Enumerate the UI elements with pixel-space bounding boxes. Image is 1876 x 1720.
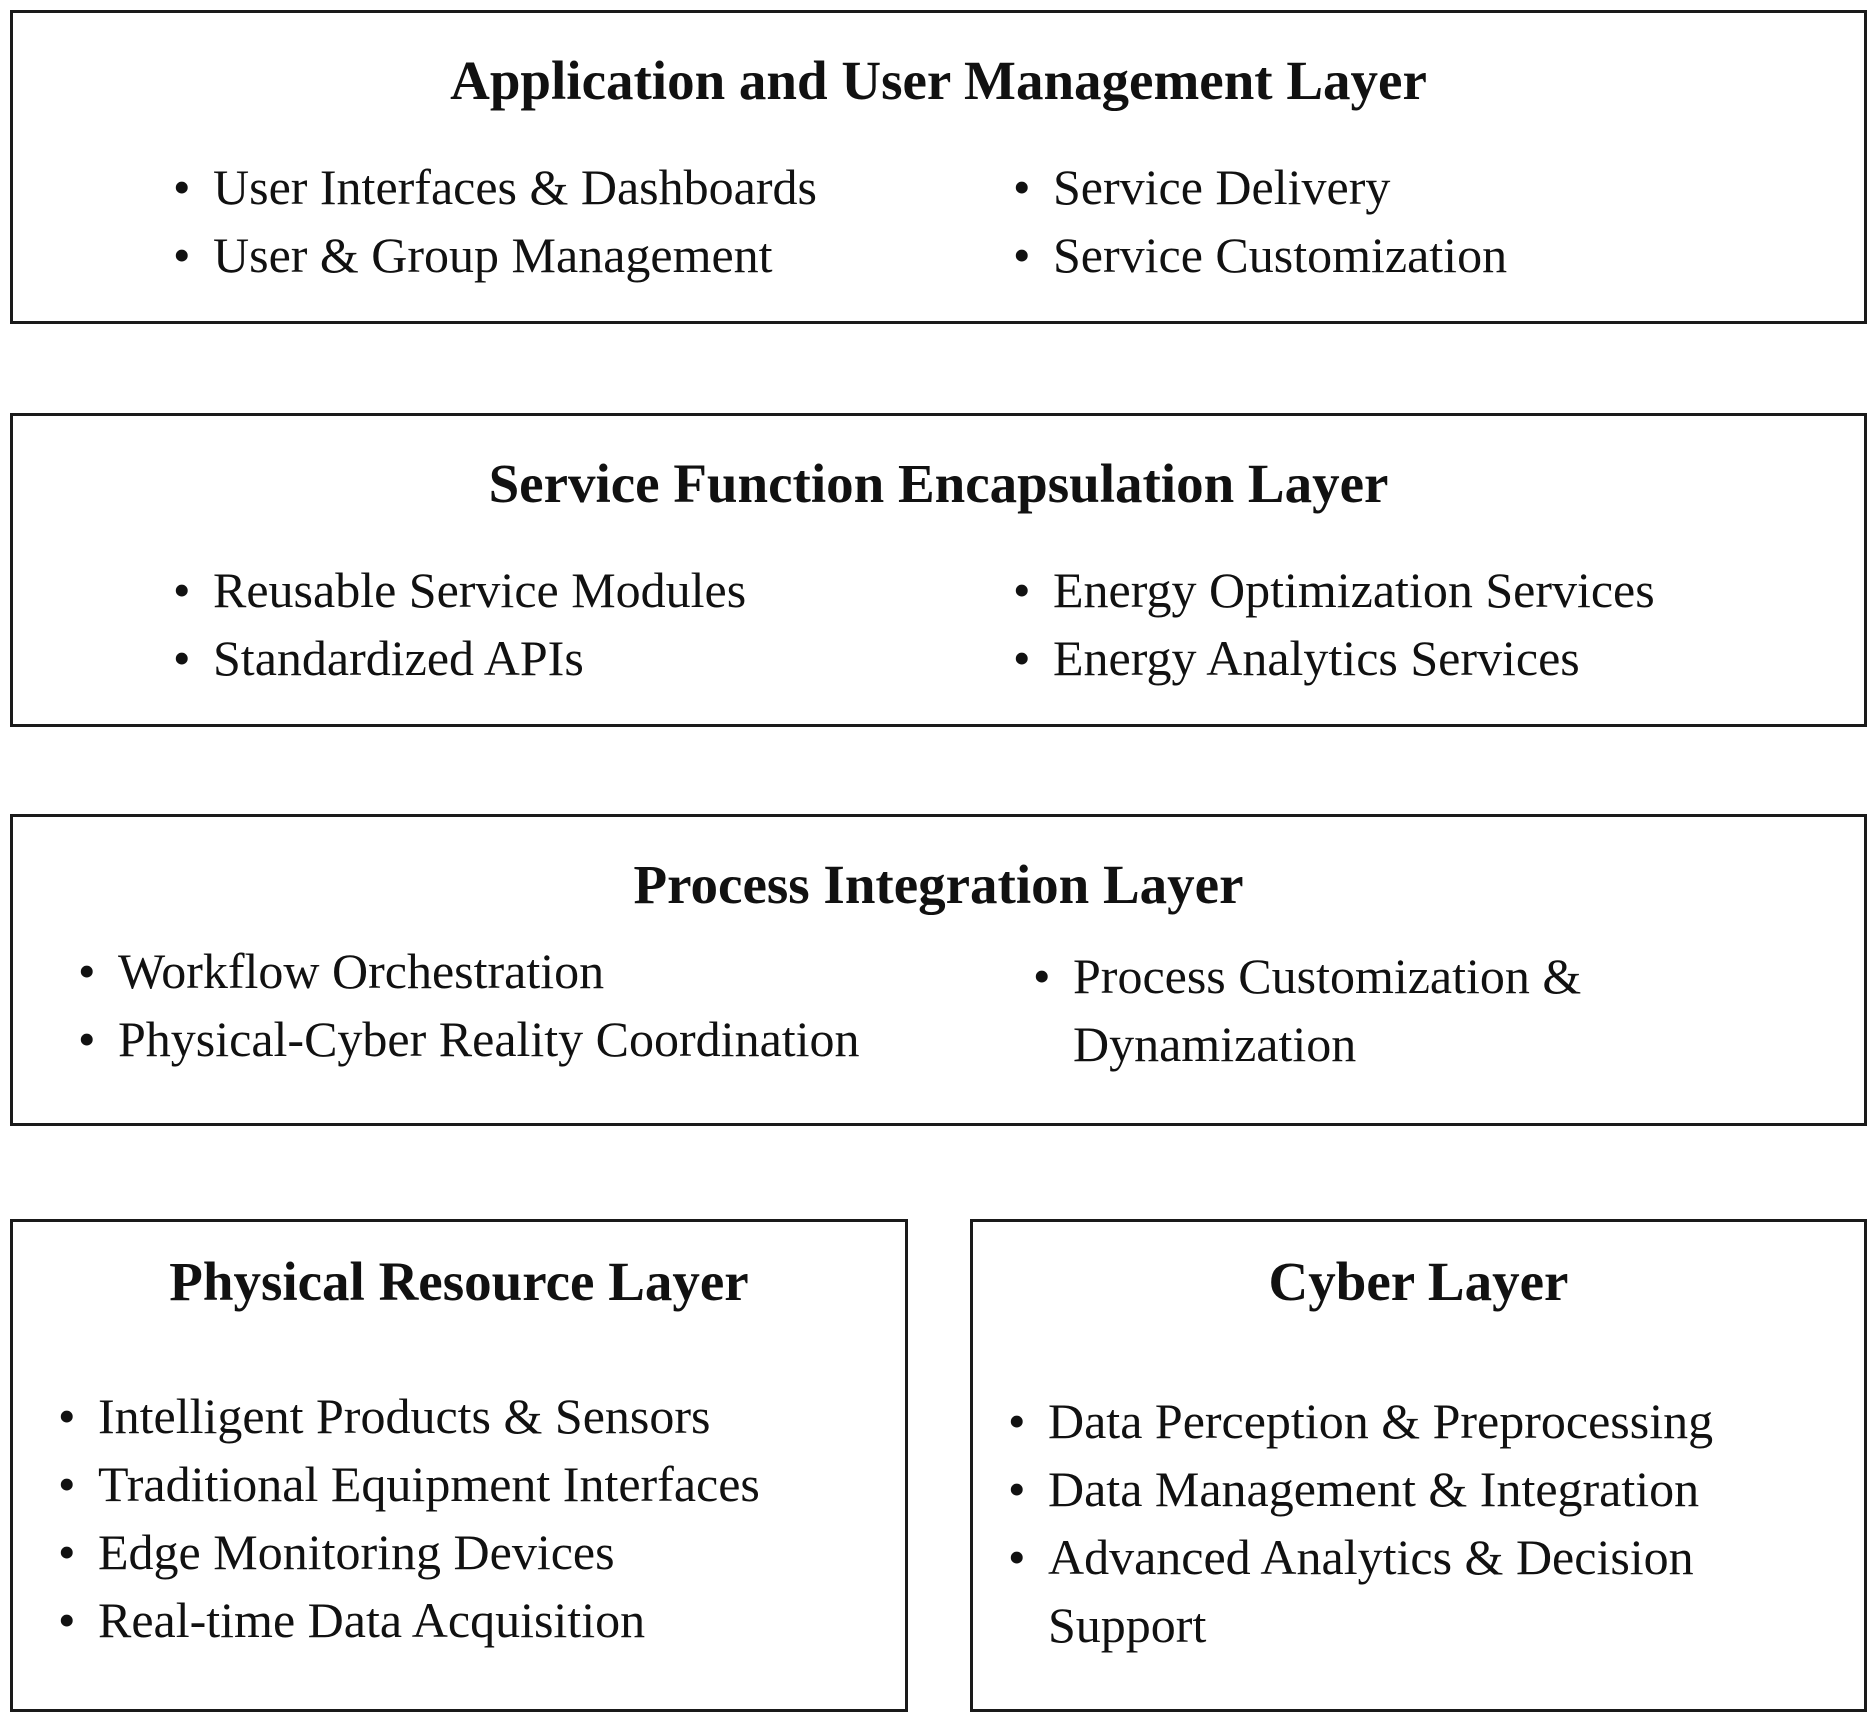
layer-item-list-left xyxy=(173,153,817,289)
layer-item: • Intelligent Products & Sensors xyxy=(58,1382,760,1450)
layer-item-list-right xyxy=(1013,153,1507,289)
layer-item: • Service Customization xyxy=(1013,221,1507,289)
layer-item-list-left xyxy=(78,937,860,1073)
layer-title: Cyber Layer xyxy=(1268,1251,1569,1312)
layer-title: Physical Resource Layer xyxy=(169,1251,749,1312)
layer-item: • Physical-Cyber Reality Coordination xyxy=(78,1005,860,1073)
layer-item: • User Interfaces & Dashboards xyxy=(173,153,817,221)
layer-item: • Energy Analytics Services xyxy=(1013,624,1655,692)
layer-item: • Data Management & Integration xyxy=(1008,1455,1828,1523)
layer-item: • Edge Monitoring Devices xyxy=(58,1518,760,1586)
layer-item: • Standardized APIs xyxy=(173,624,746,692)
layer-item: • Advanced Analytics & Decision Support xyxy=(1008,1523,1828,1659)
service-function-encapsulation-layer-box xyxy=(10,413,1867,727)
layer-title: Application and User Management Layer xyxy=(450,50,1427,111)
layer-title: Process Integration Layer xyxy=(633,854,1244,915)
layer-item-list-right xyxy=(1033,942,1753,1078)
layer-item: • Process Customization & Dynamization xyxy=(1033,942,1753,1078)
layer-item: • Real-time Data Acquisition xyxy=(58,1586,760,1654)
cyber-layer-box xyxy=(970,1219,1867,1712)
process-integration-layer-box xyxy=(10,814,1867,1126)
layer-item-list-left xyxy=(173,556,746,692)
application-user-management-layer-box xyxy=(10,10,1867,324)
layer-item: • Reusable Service Modules xyxy=(173,556,746,624)
layer-item-list xyxy=(1008,1387,1828,1659)
layer-item: • Data Perception & Preprocessing xyxy=(1008,1387,1828,1455)
layer-item-list xyxy=(58,1382,760,1654)
layer-item: • User & Group Management xyxy=(173,221,817,289)
layer-item: • Traditional Equipment Interfaces xyxy=(58,1450,760,1518)
layer-title: Service Function Encapsulation Layer xyxy=(488,453,1389,514)
layer-item: • Energy Optimization Services xyxy=(1013,556,1655,624)
physical-resource-layer-box xyxy=(10,1219,908,1712)
layer-item-list-right xyxy=(1013,556,1655,692)
layer-item: • Workflow Orchestration xyxy=(78,937,860,1005)
layer-item: • Service Delivery xyxy=(1013,153,1507,221)
